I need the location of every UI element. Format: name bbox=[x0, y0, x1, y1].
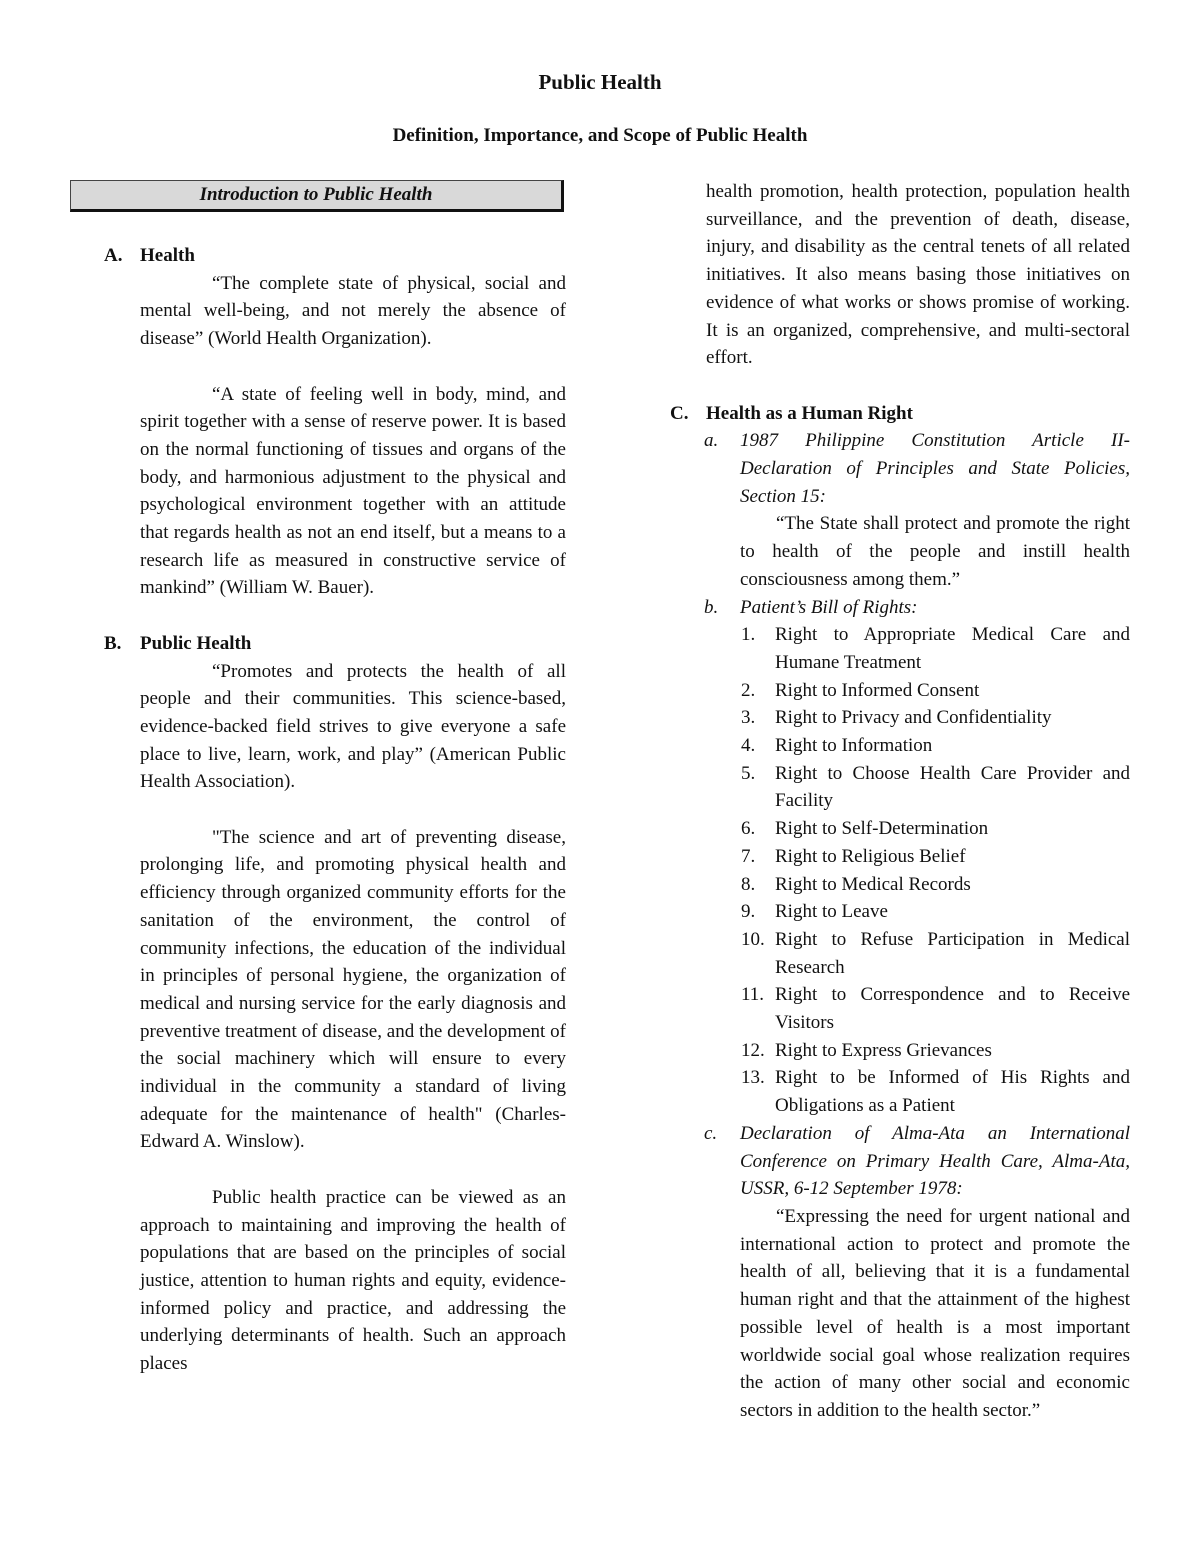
item-c-marker: c. bbox=[704, 1122, 718, 1144]
item-c-title: Declaration of Alma-Ata an International Conference on Primary Health Care, Alma-Ata, USSR, 6-12 September 1978: bbox=[740, 1122, 1130, 1200]
item-a-philippine-constitution bbox=[704, 427, 1130, 510]
right-text: Right to Self-Determination bbox=[775, 818, 989, 840]
right-number: 8. bbox=[741, 873, 756, 895]
right-text: Right to Choose Health Care Provider and Facility bbox=[775, 762, 1130, 812]
right-list-item bbox=[741, 843, 1130, 871]
section-b-heading bbox=[70, 630, 566, 658]
section-b-continued bbox=[706, 178, 1130, 372]
right-list-item bbox=[741, 621, 1130, 676]
item-b-patients-bill-of-rights bbox=[704, 594, 1130, 622]
left-column bbox=[70, 178, 566, 1378]
right-number: 12. bbox=[741, 1039, 765, 1061]
public-health-practice-continued: health promotion, health protection, population health surveillance, and the prevention of death, disease, injury, and disability as the central tenets of all related initiatives. It also means basing those initiatives on evidence of what works or shows promise of working. It is an organized, comprehensive, and multi-sectoral effort. bbox=[706, 181, 1130, 369]
section-banner: Introduction to Public Health bbox=[70, 180, 564, 212]
public-health-practice-paragraph: Public health practice can be viewed as an approach to maintaining and improving the health of populations that are based on the principles of social justice, attention to human rights and equity, evidence-informed policy and practice, and addressing the underlying determinants of health. Such an approach places bbox=[140, 1186, 566, 1375]
health-definition-bauer: “A state of feeling well in body, mind, and spirit together with a sense of reserve power. It is based on the normal functioning of tissues and organs of the body, and harmonious adjustment to the physical and psychological environment together with an attitude that regards health as not an end itself, but a means to a research life as measured in constructive service of mankind” (William W. Bauer). bbox=[140, 383, 566, 599]
right-list-item bbox=[741, 732, 1130, 760]
item-a-quote: “The State shall protect and promote the right to health of the people and instill health consciousness among them.” bbox=[740, 513, 1130, 590]
section-c-heading bbox=[670, 400, 1130, 428]
right-text: Right to Privacy and Confidentiality bbox=[775, 707, 1052, 729]
item-c-alma-ata-declaration bbox=[704, 1120, 1130, 1203]
public-health-definition-apha: “Promotes and protects the health of all people and their communities. This science-based, evidence-backed field strives to give everyone a safe place to live, learn, work, and play” (American Public Health Association). bbox=[140, 660, 566, 793]
right-list-item bbox=[741, 871, 1130, 899]
right-list-item bbox=[741, 926, 1130, 981]
right-number: 11. bbox=[741, 984, 765, 1006]
item-b-marker: b. bbox=[704, 596, 719, 618]
public-health-definition-winslow: "The science and art of preventing disease, prolonging life, and promoting physical health and efficiency through organized community efforts for the sanitation of the environment, the control of community infections, the education of the individual in principles of personal hygiene, the organization of medical and nursing service for the early diagnosis and preventive treatment of disease, and the development of the social machinery which will ensure to every individual in the community a standard of living adequate for the maintenance of health" (Charles-Edward A. Winslow). bbox=[140, 826, 566, 1153]
right-list-item bbox=[741, 815, 1130, 843]
right-text: Right to Express Grievances bbox=[775, 1039, 992, 1061]
section-b-body bbox=[140, 658, 566, 1378]
section-b-title: Public Health bbox=[140, 632, 252, 654]
right-list-item bbox=[741, 898, 1130, 926]
right-text: Right to Religious Belief bbox=[775, 845, 966, 867]
right-number: 5. bbox=[741, 762, 756, 784]
right-text: Right to Medical Records bbox=[775, 873, 971, 895]
right-text: Right to Leave bbox=[775, 901, 888, 923]
document-title: Public Health bbox=[538, 70, 662, 94]
item-b-title: Patient’s Bill of Rights: bbox=[740, 596, 918, 618]
right-list-item bbox=[741, 1064, 1130, 1119]
right-number: 2. bbox=[741, 679, 756, 701]
right-list-item bbox=[741, 1037, 1130, 1065]
section-c-letter: C. bbox=[670, 402, 689, 424]
right-list-item bbox=[741, 760, 1130, 815]
section-a-title: Health bbox=[140, 245, 195, 266]
right-text: Right to Appropriate Medical Care and Humane Treatment bbox=[775, 624, 1130, 673]
right-number: 1. bbox=[741, 624, 756, 646]
right-list-item bbox=[741, 704, 1130, 732]
right-number: 9. bbox=[741, 901, 756, 923]
item-a-marker: a. bbox=[704, 430, 719, 452]
document-subtitle: Definition, Importance, and Scope of Public Health bbox=[392, 125, 808, 146]
right-text: Right to Correspondence and to Receive Visitors bbox=[775, 984, 1130, 1034]
right-list-item bbox=[741, 677, 1130, 705]
right-number: 3. bbox=[741, 707, 756, 729]
section-a-body bbox=[140, 270, 566, 602]
right-number: 10. bbox=[741, 928, 765, 950]
rights-list bbox=[741, 621, 1130, 1120]
right-text: Right to be Informed of His Rights and Obligations as a Patient bbox=[775, 1067, 1130, 1117]
item-a-title: 1987 Philippine Constitution Article II- Declaration of Principles and State Policies, Section 15: bbox=[740, 430, 1130, 507]
right-number: 4. bbox=[741, 735, 756, 757]
right-number: 6. bbox=[741, 818, 756, 840]
right-text: Right to Information bbox=[775, 735, 933, 757]
right-number: 13. bbox=[741, 1067, 765, 1089]
item-c-quote: “Expressing the need for urgent national and international action to protect and promote the health of all, believing that it is a fundamental human right and that the attainment of the highest possible level of health is a most important worldwide social goal whose realization requires the action of many other social and economic sectors in addition to the health sector.” bbox=[740, 1206, 1130, 1421]
section-b-letter: B. bbox=[104, 632, 122, 654]
right-text: Right to Refuse Participation in Medical Research bbox=[775, 928, 1130, 978]
right-text: Right to Informed Consent bbox=[775, 679, 980, 701]
section-a-heading bbox=[70, 242, 566, 270]
right-number: 7. bbox=[741, 845, 756, 867]
section-a-letter: A. bbox=[104, 245, 123, 266]
health-definition-who: “The complete state of physical, social and mental well-being, and not merely the absence of disease” (World Health Organization). bbox=[140, 272, 566, 350]
right-column bbox=[670, 178, 1130, 1425]
section-c-title: Health as a Human Right bbox=[706, 402, 913, 424]
right-list-item bbox=[741, 981, 1130, 1036]
